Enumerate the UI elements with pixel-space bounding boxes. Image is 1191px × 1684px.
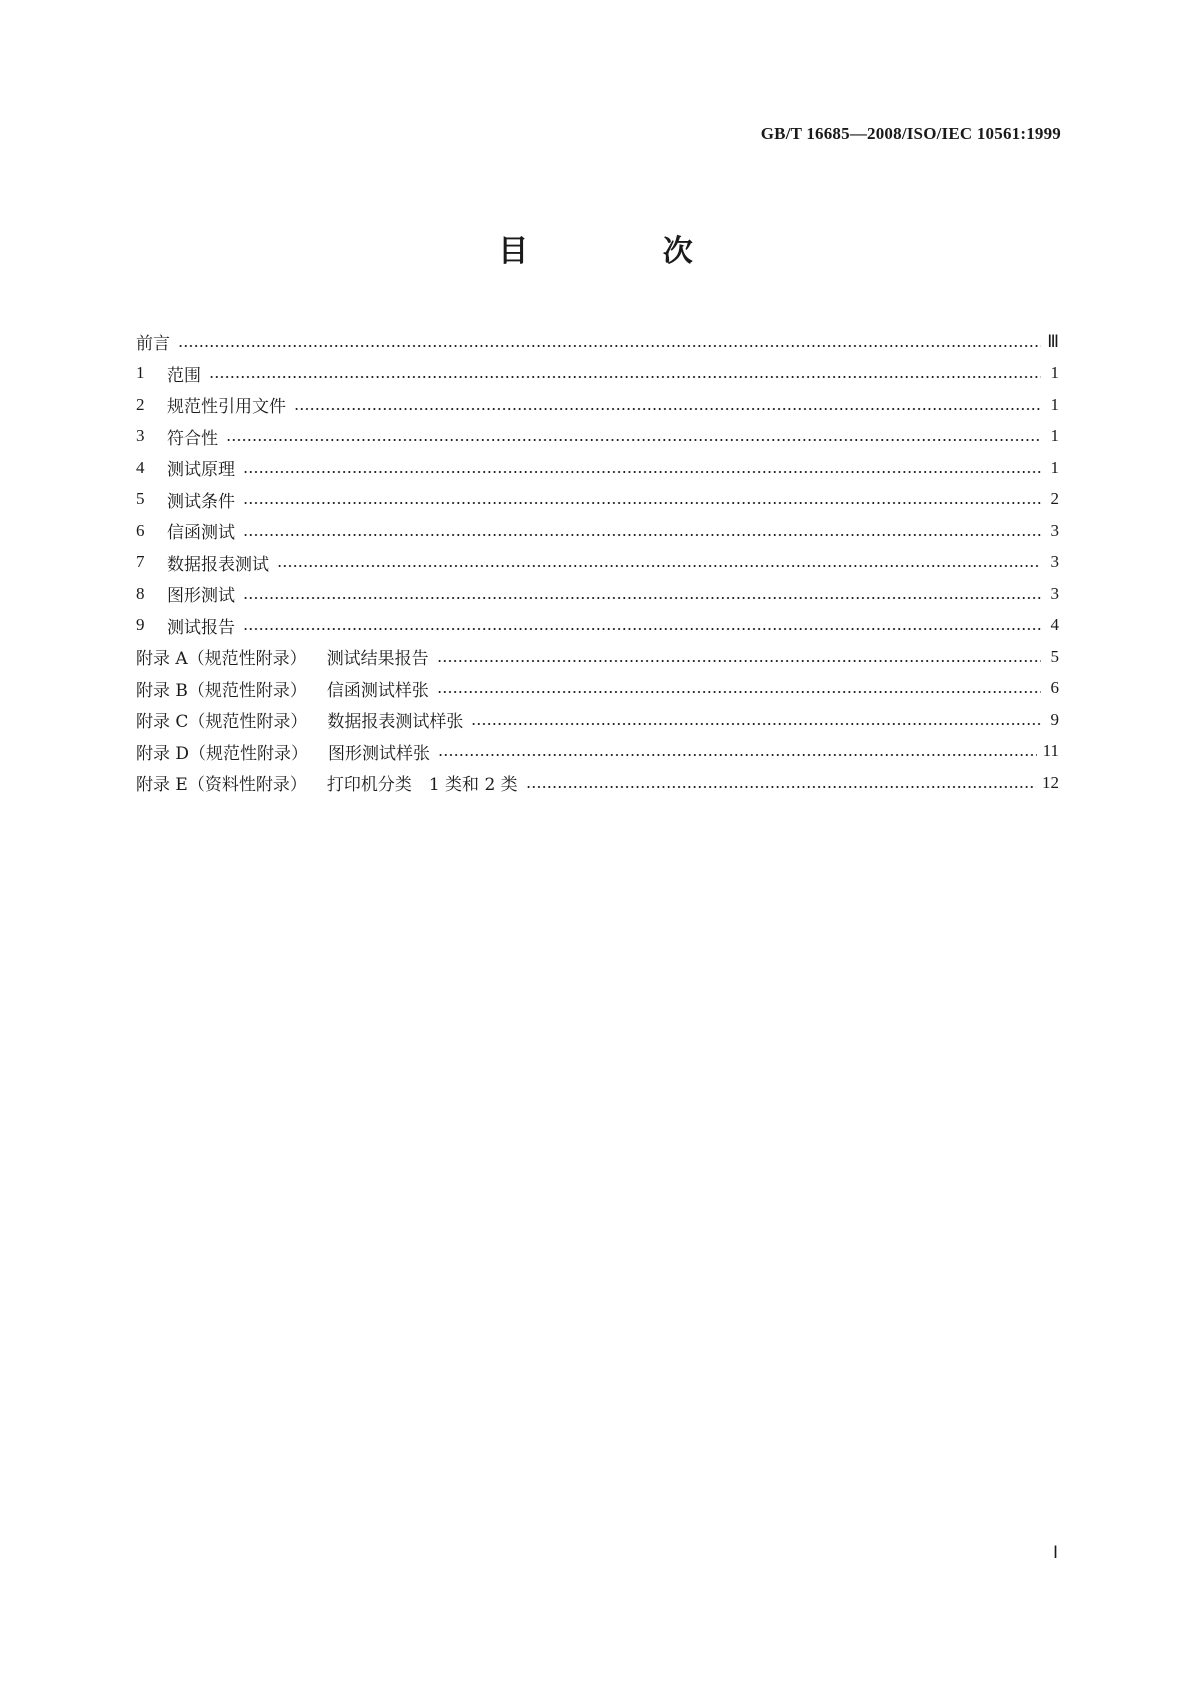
- toc-entry-1[interactable]: [136, 358, 1059, 390]
- dot-leader: [226, 438, 1041, 442]
- toc-section-number: 4: [136, 457, 145, 477]
- toc-page-number: 2: [1050, 489, 1059, 509]
- dot-leader: [243, 596, 1041, 600]
- toc-page-number: 1: [1050, 394, 1059, 414]
- toc-page-number: 1: [1050, 363, 1059, 383]
- dot-leader: [438, 753, 1037, 757]
- toc-page-number: Ⅲ: [1047, 331, 1059, 351]
- dot-leader: [471, 722, 1041, 726]
- dot-leader: [294, 407, 1041, 411]
- dot-leader: [243, 501, 1041, 505]
- dot-leader: [437, 659, 1041, 663]
- toc-entry-8[interactable]: [136, 578, 1059, 610]
- toc-entry-label: 数据报表测试: [167, 554, 269, 575]
- toc-page-number: 11: [1042, 741, 1059, 761]
- toc-entry-appendix-b[interactable]: [136, 673, 1059, 705]
- toc-section-number: 7: [136, 552, 145, 572]
- toc-entry-label: 图形测试样张: [328, 743, 431, 764]
- toc-entry-4[interactable]: [136, 452, 1059, 484]
- toc-entry-5[interactable]: [136, 484, 1059, 516]
- toc-entry-appendix-d[interactable]: [136, 736, 1059, 768]
- toc-section-number: 8: [136, 583, 145, 603]
- toc-page-number: 5: [1050, 646, 1059, 666]
- dot-leader: [209, 375, 1041, 379]
- toc-entry-label: 符合性: [167, 428, 218, 449]
- toc-entry-6[interactable]: [136, 515, 1059, 547]
- toc-entry-appendix-a[interactable]: [136, 641, 1059, 673]
- toc-page-number: 6: [1050, 678, 1059, 698]
- dot-leader: [526, 785, 1036, 789]
- toc-entry-9[interactable]: [136, 610, 1059, 642]
- toc-entry-label: 打印机分类 1 类和 2 类: [326, 775, 518, 796]
- toc-entry-7[interactable]: [136, 547, 1059, 579]
- appendix-prefix: 附录 B（规范性附录）: [136, 680, 307, 701]
- toc-entry-label: 信函测试样张: [326, 680, 429, 701]
- dot-leader: [178, 344, 1041, 348]
- toc-entry-label: 测试结果报告: [326, 649, 429, 670]
- toc-section-number: 6: [136, 520, 145, 540]
- toc-entry-appendix-e[interactable]: [136, 767, 1059, 799]
- toc-entry-label: 数据报表测试样张: [327, 712, 464, 733]
- toc-page-number: 3: [1050, 583, 1059, 603]
- toc-entry-label: 测试条件: [167, 491, 235, 512]
- toc-entry-label: 前言: [136, 334, 170, 355]
- page-title: 目 次: [498, 234, 755, 269]
- appendix-prefix: 附录 E（资料性附录）: [136, 775, 307, 796]
- dot-leader: [437, 690, 1041, 694]
- toc-entry-label: 测试原理: [167, 460, 235, 481]
- toc-section-number: 9: [136, 615, 145, 635]
- dot-leader: [243, 533, 1041, 537]
- appendix-prefix: 附录 D（规范性附录）: [136, 743, 309, 764]
- toc-entry-foreword[interactable]: [136, 326, 1059, 358]
- toc-page-number: 12: [1042, 772, 1059, 792]
- dot-leader: [277, 564, 1041, 568]
- toc-entry-label: 测试报告: [167, 617, 235, 638]
- toc-section-number: 5: [136, 489, 145, 509]
- appendix-prefix: 附录 C（规范性附录）: [136, 712, 308, 733]
- table-of-contents: [136, 326, 1059, 799]
- toc-page-number: 3: [1050, 520, 1059, 540]
- toc-entry-label: 信函测试: [167, 523, 235, 544]
- toc-entry-appendix-c[interactable]: [136, 704, 1059, 736]
- toc-page-number: 4: [1050, 615, 1059, 635]
- toc-entry-label: 图形测试: [167, 586, 235, 607]
- toc-section-number: 1: [136, 363, 145, 383]
- toc-entry-3[interactable]: [136, 421, 1059, 453]
- toc-page-number: 3: [1050, 552, 1059, 572]
- toc-page-number: 1: [1050, 457, 1059, 477]
- toc-section-number: 2: [136, 394, 145, 414]
- toc-entry-label: 规范性引用文件: [167, 397, 286, 418]
- toc-entry-label: 范围: [167, 365, 201, 386]
- dot-leader: [243, 470, 1041, 474]
- toc-section-number: 3: [136, 426, 145, 446]
- dot-leader: [243, 627, 1041, 631]
- appendix-prefix: 附录 A（规范性附录）: [136, 649, 307, 670]
- toc-page-number: 1: [1050, 426, 1059, 446]
- toc-page-number: 9: [1050, 709, 1059, 729]
- standard-number: GB/T 16685—2008/ISO/IEC 10561:1999: [760, 124, 1061, 143]
- toc-entry-2[interactable]: [136, 389, 1059, 421]
- page-number: Ⅰ: [1052, 1543, 1058, 1562]
